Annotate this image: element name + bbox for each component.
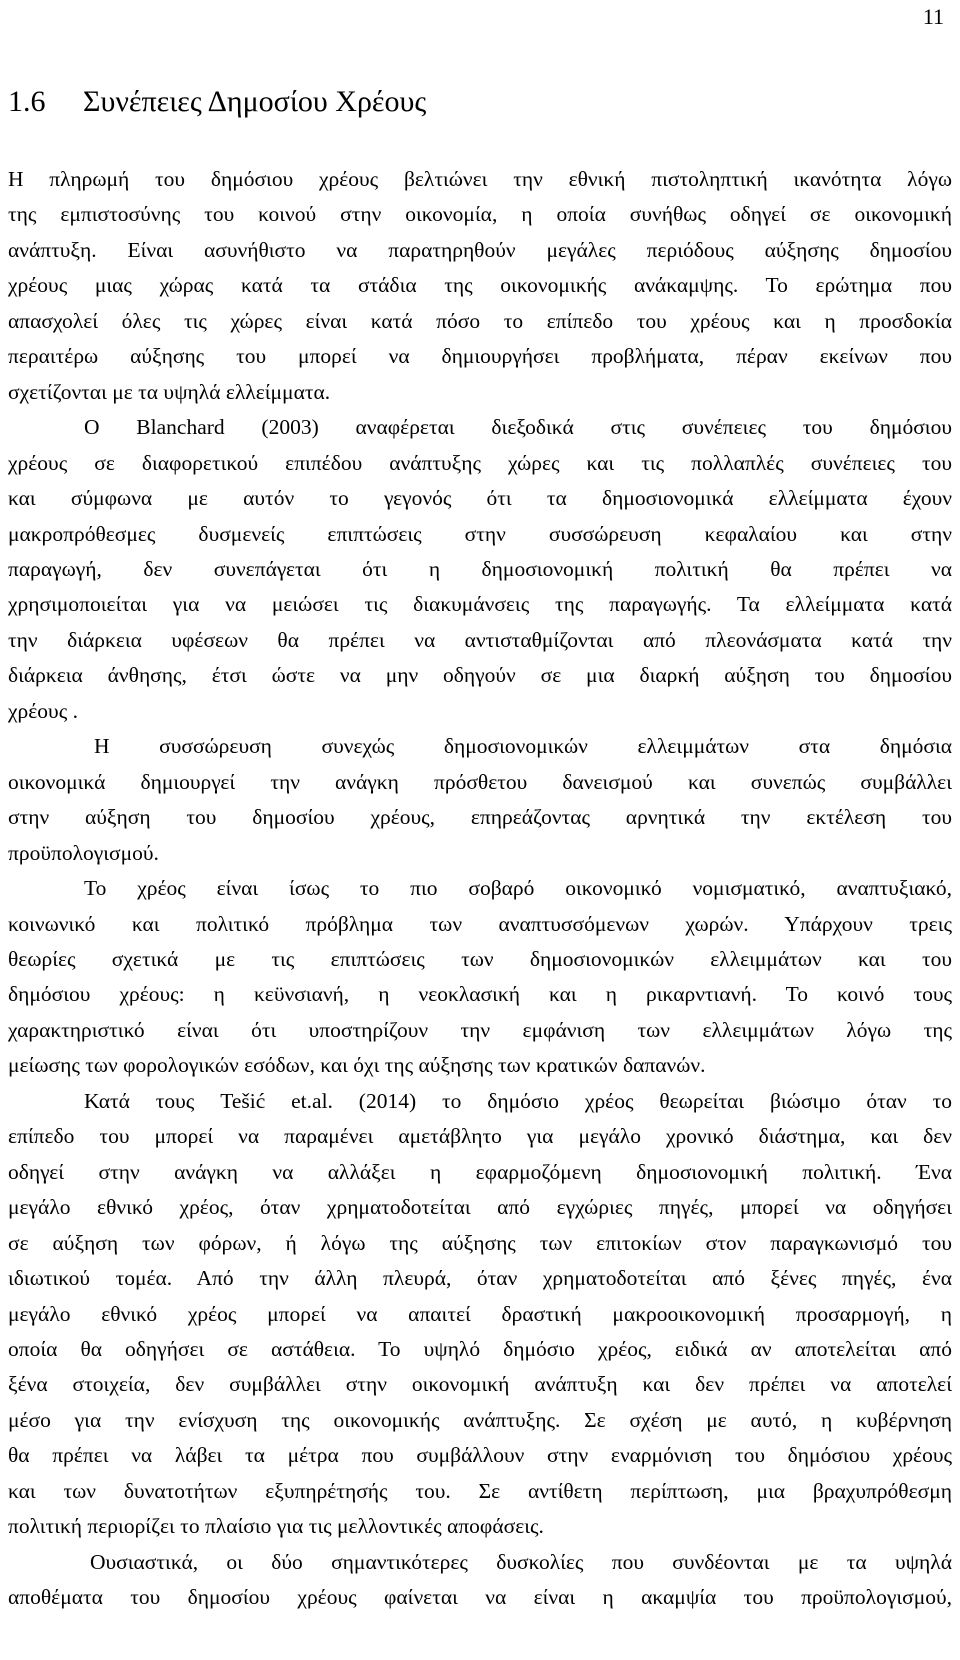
paragraph-line: οδηγεί στην ανάγκη να αλλάξει η εφαρμοζόμενη δημοσιονομική πολιτική. Ένα (8, 1159, 952, 1184)
paragraph-line: δημόσιου χρέους: η κεϋνσιανή, η νεοκλασική και η ρικαρντιανή. Το κοινό τους (8, 982, 952, 1007)
paragraph-line: Ο Blanchard (2003) αναφέρεται διεξοδικά στις συνέπειες του δημόσιου (84, 415, 952, 440)
paragraph-line: σε αύξηση των φόρων, ή λόγω της αύξησης των επιτοκίων στον παραγκωνισμό του (8, 1230, 952, 1255)
paragraph-line: περαιτέρω αύξησης του μπορεί να δημιουργήσει προβλήματα, πέραν εκείνων που (8, 344, 952, 369)
paragraph-line: χαρακτηριστικό είναι ότι υποστηρίζουν την εμφάνιση των ελλειμμάτων λόγω της (8, 1017, 952, 1042)
paragraph-line: σχετίζονται με τα υψηλά ελλείμματα. (8, 379, 331, 404)
paragraph-line: μείωσης των φορολογικών εσόδων, και όχι της αύξησης των κρατικών δαπανών. (8, 1053, 706, 1078)
paragraph-line: παραγωγή, δεν συνεπάγεται ότι η δημοσιονομική πολιτική θα πρέπει να (8, 556, 952, 581)
section-title: Συνέπειες Δημοσίου Χρέους (83, 85, 427, 118)
paragraph-line: αποθέματα του δημοσίου χρέους φαίνεται να είναι η ακαμψία του προϋπολογισμού, (8, 1585, 952, 1610)
section-number: 1.6 (8, 85, 46, 118)
paragraph-line: χρέους . (8, 698, 78, 723)
paragraph-line: και των δυνατοτήτων εξυπηρέτησής του. Σε αντίθετη περίπτωση, μια βραχυπρόθεσμη (8, 1478, 952, 1503)
paragraph-line: στην αύξηση του δημοσίου χρέους, επηρεάζοντας αρνητικά την εκτέλεση του (8, 805, 952, 830)
paragraph-line: Η συσσώρευση συνεχώς δημοσιονομικών ελλειμμάτων στα δημόσια (94, 734, 952, 759)
paragraph-line: χρέους μιας χώρας κατά τα στάδια της οικονομικής ανάκαμψης. Το ερώτημα που (8, 273, 952, 298)
paragraph-line: οποία θα οδηγήσει σε αστάθεια. Το υψηλό δημόσιο χρέος, ειδικά αν αποτελείται από (8, 1336, 952, 1361)
paragraph (8, 162, 952, 410)
paragraph (8, 410, 952, 729)
paragraph-line: ιδιωτικού τομέα. Από την άλλη πλευρά, όταν χρηματοδοτείται από ξένες πηγές, ένα (8, 1266, 952, 1291)
paragraph (8, 871, 952, 1084)
paragraph-line: ανάπτυξη. Είναι ασυνήθιστο να παρατηρηθούν μεγάλες περιόδους αύξησης δημοσίου (8, 237, 952, 262)
paragraph-line: προϋπολογισμού. (8, 840, 159, 865)
paragraph-line: χρέους σε διαφορετικού επιπέδου ανάπτυξης χώρες και τις πολλαπλές συνέπειες του (8, 450, 952, 475)
paragraph-line: την διάρκεια υφέσεων θα πρέπει να αντισταθμίζονται από πλεονάσματα κατά την (8, 627, 952, 652)
paragraph-line: θεωρίες σχετικά με τις επιπτώσεις των δημοσιονομικών ελλειμμάτων και του (8, 946, 952, 971)
paragraph-line: Κατά τους Tešić et.al. (2014) το δημόσιο χρέος θεωρείται βιώσιμο όταν το (84, 1088, 952, 1113)
paragraph-line: θα πρέπει να λάβει τα μέτρα που συμβάλλουν στην εναρμόνιση του δημόσιου χρέους (8, 1443, 952, 1468)
paragraph-line: μακροπρόθεσμες δυσμενείς επιπτώσεις στην συσσώρευση κεφαλαίου και στην (8, 521, 952, 546)
paragraph-line: ξένα στοιχεία, δεν συμβάλλει στην οικονομική ανάπτυξη και δεν πρέπει να αποτελεί (8, 1372, 952, 1397)
paragraph-line: χρησιμοποιείται για να μειώσει τις διακυμάνσεις της παραγωγής. Τα ελλείμματα κατά (8, 592, 952, 617)
paragraph-line: Το χρέος είναι ίσως το πιο σοβαρό οικονομικό νομισματικό, αναπτυξιακό, (84, 876, 952, 901)
paragraph (8, 1084, 952, 1545)
paragraph-line: μέσο για την ενίσχυση της οικονομικής ανάπτυξης. Σε σχέση με αυτό, η κυβέρνηση (8, 1407, 952, 1432)
paragraph-line: απασχολεί όλες τις χώρες είναι κατά πόσο το επίπεδο του χρέους και η προσδοκία (8, 308, 952, 333)
paragraph-line: κοινωνικό και πολιτικό πρόβλημα των αναπτυσσόμενων χωρών. Υπάρχουν τρεις (8, 911, 952, 936)
paragraph-line: επίπεδο του μπορεί να παραμένει αμετάβλητο για μεγάλο χρονικό διάστημα, και δεν (8, 1124, 952, 1149)
paragraph (8, 1545, 952, 1616)
paragraph-line: διάρκεια άνθησης, έτσι ώστε να μην οδηγούν σε μια διαρκή αύξηση του δημοσίου (8, 663, 952, 688)
paragraph-line: της εμπιστοσύνης του κοινού στην οικονομία, η οποία συνήθως οδηγεί σε οικονομική (8, 202, 952, 227)
paragraph-line: και σύμφωνα με αυτόν το γεγονός ότι τα δημοσιονομικά ελλείμματα έχουν (8, 486, 952, 511)
paragraph-line: μεγάλο εθνικό χρέος, όταν χρηματοδοτείται από εγχώριες πηγές, μπορεί να οδηγήσει (8, 1195, 952, 1220)
section-heading (8, 84, 426, 120)
paragraph-line: πολιτική περιορίζει το πλαίσιο για τις μελλοντικές αποφάσεις. (8, 1514, 544, 1539)
page-number: 11 (922, 4, 944, 29)
paragraph (8, 729, 952, 871)
paragraph-line: Η πληρωμή του δημόσιου χρέους βελτιώνει την εθνική πιστοληπτική ικανότητα λόγω (8, 167, 952, 191)
paragraph-line: μεγάλο εθνικό χρέος μπορεί να απαιτεί δραστική μακροοικονομική προσαρμογή, η (8, 1301, 952, 1326)
body-text (8, 162, 952, 1616)
paragraph-line: οικονομικά δημιουργεί την ανάγκη πρόσθετου δανεισμού και συνεπώς συμβάλλει (8, 769, 952, 794)
paragraph-line: Ουσιαστικά, οι δύο σημαντικότερες δυσκολίες που συνδέονται με τα υψηλά (90, 1549, 952, 1574)
